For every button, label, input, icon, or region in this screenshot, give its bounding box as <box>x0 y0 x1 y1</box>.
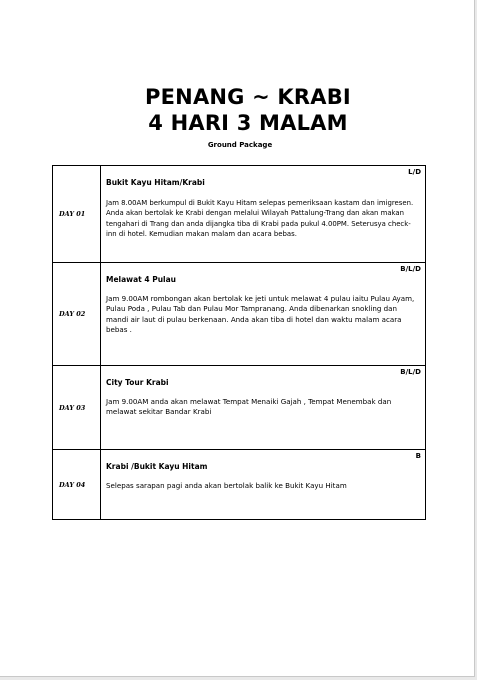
day-content <box>101 450 426 520</box>
activity-description: Jam 9.00AM anda akan melawat Tempat Menaiki Gajah , Tempat Menembak dan melawat sekitar Bandar Krabi <box>106 397 392 417</box>
itinerary-row <box>53 450 426 520</box>
itinerary-table <box>52 165 426 520</box>
meals-code: L/D <box>408 168 421 176</box>
activity-title: Krabi /Bukit Kayu Hitam <box>106 462 208 471</box>
meals-code: B/L/D <box>400 368 421 376</box>
meals-code: B/L/D <box>400 265 421 273</box>
day-content <box>101 366 426 450</box>
day-label: DAY 03 <box>53 366 101 450</box>
itinerary-row <box>53 166 426 263</box>
day-content <box>101 166 426 263</box>
document-title-line2: 4 HARI 3 MALAM <box>148 111 348 135</box>
document-title-line1: PENANG ~ KRABI <box>145 85 351 109</box>
activity-description: Selepas sarapan pagi anda akan bertolak balik ke Bukit Kayu Hitam <box>106 481 347 490</box>
day-label: DAY 04 <box>53 450 101 520</box>
activity-description: Jam 9.00AM rombongan akan bertolak ke jeti untuk melawat 4 pulau iaitu Pulau Ayam, Pulau Poda , Pulau Tab dan Pulau Mor Tampranang. Anda dibenarkan snokling dan mandi air laut di pulau berkenaan. Anda akan tiba di hotel dan waktu malam acara bebas . <box>106 294 415 335</box>
activity-title: City Tour Krabi <box>106 378 169 387</box>
activity-title: Bukit Kayu Hitam/Krabi <box>106 178 205 187</box>
day-label: DAY 01 <box>53 166 101 263</box>
itinerary-row <box>53 263 426 366</box>
document-subtitle: Ground Package <box>207 141 273 149</box>
activity-title: Melawat 4 Pulau <box>106 275 177 284</box>
day-label: DAY 02 <box>53 263 101 366</box>
activity-description: Jam 8.00AM berkumpul di Bukit Kayu Hitam selepas pemeriksaan kastam dan imigresen. Anda akan bertolak ke Krabi dengan melalui Wilayah Pattalung-Trang dan akan makan tengahari di Trang dan anda dijangka tiba di Krabi pada pukul 4.00PM. Seterusya check-inn di hotel. Kemudian makan malam dan acara bebas. <box>106 199 414 239</box>
itinerary-row <box>53 366 426 450</box>
meals-code: B <box>415 452 421 460</box>
day-content <box>101 263 426 366</box>
